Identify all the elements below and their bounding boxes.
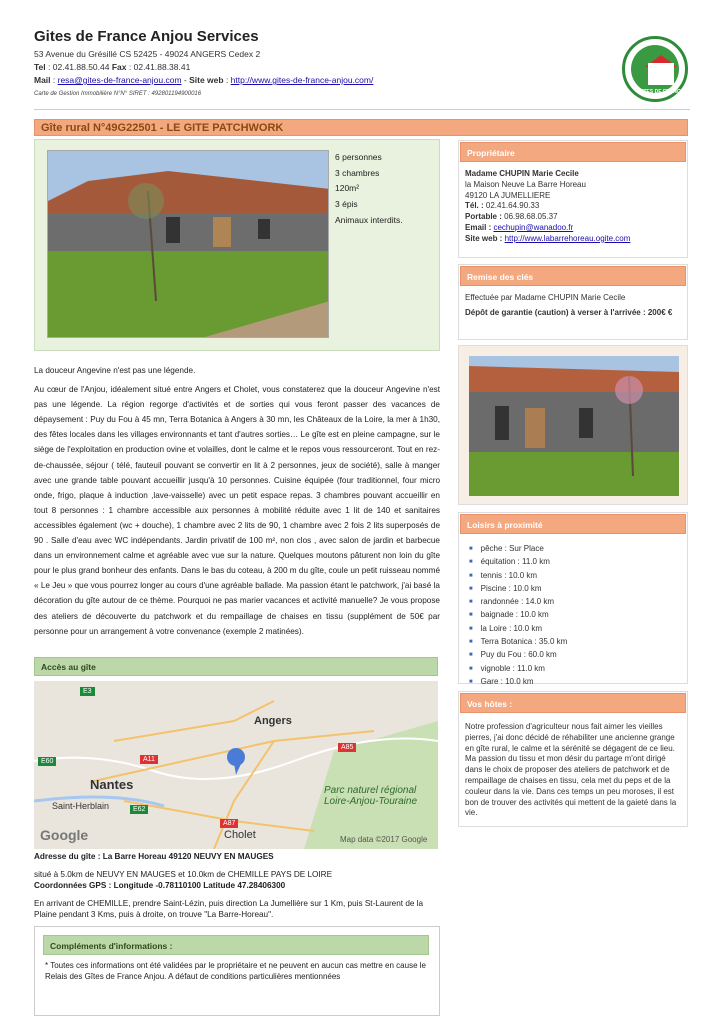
complements-text: * Toutes ces informations ont été validées par le propriétaire et ne peuvent en aucun cas mettre en cause le Relais des Gîtes de France Anjou. A défaut de conditions particulières mentionnées <box>45 961 426 981</box>
contact-line: Mail : resa@gites-de-france-anjou.com - Site web : http://www.gites-de-france-anjou.com/ <box>34 75 374 85</box>
owner-header <box>460 142 686 162</box>
map-label-cholet: Cholet <box>224 829 256 841</box>
company-address: 53 Avenue du Grésillé CS 52425 - 49024 ANGERS Cedex 2 <box>34 49 261 59</box>
owner-name: Madame CHUPIN Marie Cecile <box>465 169 579 178</box>
listing-title: Gîte rural N°49G22501 - LE GITE PATCHWORK <box>41 122 284 134</box>
fax-value: 02.41.88.38.41 <box>133 62 191 72</box>
map-attribution: Map data ©2017 Google <box>340 835 428 844</box>
access-situation: situé à 5.0km de NEUVY EN MAUGES et 10.0km de CHEMILLE PAYS DE LOIRE <box>34 869 333 879</box>
leisure-list <box>467 543 567 703</box>
tel-value: 02.41.88.50.44 <box>52 62 110 72</box>
second-photo-panel <box>458 345 688 505</box>
owner-mobile-value: 06.98.68.05.37 <box>504 212 558 222</box>
keys-by: Effectuée par Madame CHUPIN Marie Cecile <box>465 293 626 302</box>
owner-web-label: Site web : <box>465 233 503 243</box>
access-heading: Accès au gîte <box>41 662 96 672</box>
listing-specs <box>335 150 403 229</box>
owner-box <box>458 140 688 258</box>
tel-label: Tel <box>34 62 46 72</box>
keys-header <box>460 266 686 286</box>
photo-panel <box>34 139 440 351</box>
owner-email <box>465 223 681 234</box>
description-body: Au cœur de l'Anjou, idéalement situé entre Angers et Cholet, vous constaterez que la douceur Angevine n'est pas une légende. La région regorge d'activités et de sorties qui vous feront passer des vacances de dépaysement : Puy du Fou à 45 mn, Terra Botanica à Angers à 30 mn, les Châteaux de la Loire, la mer à 1h30, des fêtes locales dans les villages environnants et tant d'autres sorties… Le gîte est en pleine campagne, sur le siège de l'exploitation en production ovine et volailles, dont le calme et le repos vous ressourceront. Tout en rez-de-chaussée, séjour ( télé, fauteuil pouvant se convertir en lit à 2 personnes, jeux de société), salle à manger avec une grande table pouvant accueillir jusqu'à 10 personnes. Cuisine équipée (four traditionnel, four micro onde, frigo, plaque à induction ,lave-vaisselle) avec un petit espace repas. 3 chambres pouvant accueillir en tout 8 personnes : 1 chambre accessible aux personnes à mobilité réduite avec 1 lit de 140 et sanitaires accessibles également (wc + douche), 1 chambre avec 2 lits de 90, 1 chambre avec 2 fois 2 lits superposés de 90 . Salle d'eau avec WC indépendants. Jardin privatif de 100 m², non clos , avec salon de jardin et barbecue dans un environnement calme et agréable avec vue sur la nature. Quelques moutons pâturent non loin du gîte pour le plus grand bonheur des enfants. Dans le bas du coteau, à 200 m du gîte, coule un petit ruisseau nommé « Le Jeu » que vous pourrez longer au cours d'une agréable ballade. Ma passion étant le patchwork, j'ai basé la décoration du gîte autour de ce thème. Pourquoi ne pas marier vacances et activité manuelle? Je vous propose des ateliers de découverte du patchwork et du rempaillage de chaises en tissu (supplément de 50€ par personne pour un arrangement à votre convenance (exemple 2 matinées). <box>34 385 440 636</box>
owner-web <box>465 234 681 245</box>
leisure-item: ■ Gare : 10.0 km <box>467 676 567 689</box>
leisure-item: ■ vignoble : 11.0 km <box>467 663 567 676</box>
owner-address-2: 49120 LA JUMELLIERE <box>465 190 551 200</box>
road-a87: A87 <box>220 819 238 828</box>
leisure-item: ■ Puy du Fou : 60.0 km <box>467 649 567 662</box>
logo-circle <box>631 45 684 95</box>
hosts-text: Notre profession d'agriculteur nous fait aimer les vieilles pierres, j'ai donc décidé de réhabiliter une ancienne grange en gîte rural, le calme et la sérénité se dégagent de ce lieu. Ma passion du tissu et mon désir du partage m'ont dirigé dans le choix de proposer des ateliers de patchwork et de rempaillage de chaises en tissu, cela met du peps et de la couleur dans la vie. Dans ces temps un peu moroses, il est bon de trouver des activités qui mettent de la gaieté dans la vie. <box>465 722 677 818</box>
spec-area: 120m² <box>335 183 360 194</box>
header-divider <box>34 109 690 110</box>
road-a11: A11 <box>140 755 158 764</box>
mail-label: Mail <box>34 75 51 85</box>
spec-rating: 3 épis <box>335 199 358 210</box>
leisure-header <box>460 514 686 534</box>
map-label-saint-herblain: Saint-Herblain <box>52 801 110 811</box>
hosts-header <box>460 693 686 713</box>
company-name: Gites de France Anjou Services <box>34 28 259 45</box>
keys-heading: Remise des clés <box>467 272 534 282</box>
leisure-item: ■ Piscine : 10.0 km <box>467 583 567 596</box>
gites-de-france-logo <box>622 36 688 102</box>
house-photo-2-image <box>469 356 679 496</box>
leisure-item: ■ Terra Botanica : 35.0 km <box>467 636 567 649</box>
leisure-box <box>458 512 688 684</box>
description <box>34 363 440 643</box>
location-map[interactable] <box>34 681 438 849</box>
access-address: Adresse du gîte : La Barre Horeau 49120 NEUVY EN MAUGES <box>34 852 274 861</box>
leisure-item: ■ baignade : 10.0 km <box>467 609 567 622</box>
house-photo-2[interactable] <box>469 356 679 496</box>
owner-email-link[interactable]: cechupin@wanadoo.fr <box>493 222 574 232</box>
road-e62: E62 <box>130 805 148 814</box>
owner-web-link[interactable]: http://www.labarrehoreau.ogite.com <box>504 233 631 243</box>
leisure-item: ■ la Loire : 10.0 km <box>467 623 567 636</box>
house-photo[interactable] <box>47 150 329 338</box>
road-a85: A85 <box>338 743 356 752</box>
owner-details <box>465 169 681 245</box>
web-label: Site web <box>189 75 224 85</box>
google-logo: Google <box>40 827 89 843</box>
access-header <box>34 657 438 676</box>
logo-text: GITES DE FRANCE <box>638 89 684 95</box>
house-photo-image <box>48 151 329 338</box>
owner-tel-value: 02.41.64.90.33 <box>485 201 540 211</box>
leisure-item: ■ équitation : 11.0 km <box>467 556 567 569</box>
spec-pets: Animaux interdits. <box>335 214 403 225</box>
legal-info: Carte de Gestion Immobilière N°N° SIRET : 492801194900016 <box>34 91 202 97</box>
owner-address-1: la Maison Neuve La Barre Horeau <box>465 179 586 189</box>
hosts-heading: Vos hôtes : <box>467 699 513 709</box>
map-label-angers: Angers <box>254 715 292 727</box>
owner-mobile <box>465 212 681 223</box>
road-e60: E60 <box>38 757 56 766</box>
access-details <box>34 851 438 921</box>
spec-bedrooms: 3 chambres <box>335 167 380 178</box>
hosts-box <box>458 691 688 827</box>
complements-box <box>34 926 440 1016</box>
leisure-item: ■ randonnée : 14.0 km <box>467 596 567 609</box>
owner-heading: Propriétaire <box>467 148 515 158</box>
access-gps: Coordonnées GPS : Longitude -0.78110100 Latitude 47.28406300 <box>34 881 286 890</box>
logo-house-icon <box>648 63 674 85</box>
leisure-heading: Loisirs à proximité <box>467 520 543 530</box>
owner-mobile-label: Portable : <box>465 212 502 222</box>
keys-deposit: Dépôt de garantie (caution) à verser à l'arrivée : 200€ € <box>465 307 673 317</box>
keys-box <box>458 264 688 340</box>
phone-line: Tel : 02.41.88.50.44 Fax : 02.41.88.38.41 <box>34 62 191 72</box>
leisure-item: ■ tennis : 10.0 km <box>467 570 567 583</box>
complements-heading: Compléments d'informations : <box>50 941 173 951</box>
website-link[interactable]: http://www.gites-de-france-anjou.com/ <box>230 75 374 85</box>
fax-label: Fax <box>111 62 127 72</box>
access-directions: En arrivant de CHEMILLE, prendre Saint-Lézin, puis direction La Jumellière sur 1 Km, puis St-Laurent de la Plaine pendant 3 Kms, puis à droite, on trouve "La Barre-Horeau". <box>34 898 424 919</box>
header <box>34 28 654 97</box>
owner-tel-label: Tél. : <box>465 201 484 211</box>
owner-email-label: Email : <box>465 222 492 232</box>
road-e3: E3 <box>80 687 95 696</box>
map-label-parc: Parc naturel régional Loire-Anjou-Touraine <box>324 785 418 807</box>
leisure-item: ■ pêche : Sur Place <box>467 543 567 556</box>
complements-header <box>43 935 429 955</box>
map-label-nantes: Nantes <box>90 777 134 792</box>
listing-title-bar <box>34 119 688 136</box>
description-intro: La douceur Angevine n'est pas une légende. <box>34 366 196 375</box>
keys-details <box>465 293 681 319</box>
owner-tel <box>465 201 681 212</box>
mail-link[interactable]: resa@gites-de-france-anjou.com <box>57 75 182 85</box>
spec-capacity: 6 personnes <box>335 152 382 162</box>
